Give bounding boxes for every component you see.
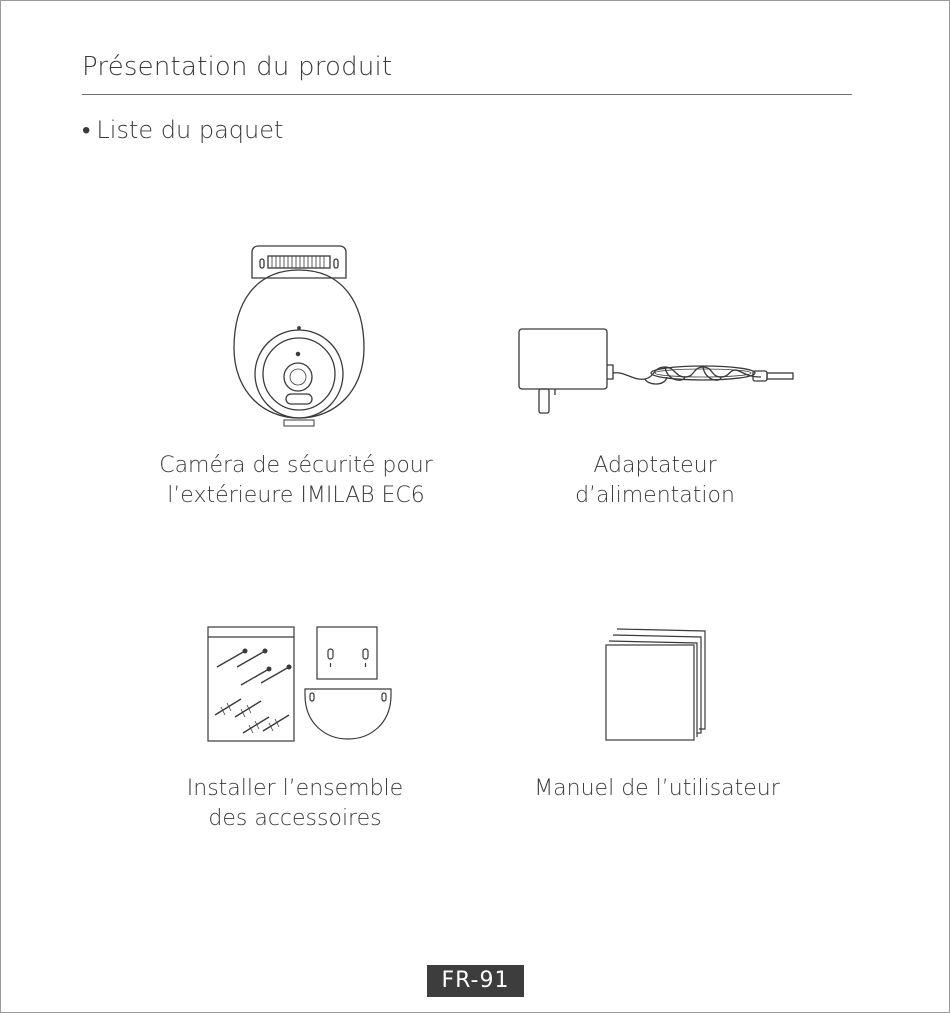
title-divider bbox=[82, 94, 852, 95]
package-list-heading bbox=[82, 116, 283, 145]
manual-caption-line1: Manuel de l’utilisateur bbox=[534, 776, 780, 801]
accessories-caption-line2: des accessoires bbox=[208, 806, 382, 831]
adapter-caption-line1: Adaptateur bbox=[593, 453, 717, 478]
camera-caption-line1: Caméra de sécurité pour bbox=[159, 453, 433, 478]
user-manual-icon bbox=[603, 625, 711, 745]
accessories-caption bbox=[160, 774, 430, 834]
page-number-badge: FR-91 bbox=[427, 965, 524, 997]
adapter-caption-line2: d’alimentation bbox=[575, 483, 735, 508]
bullet-marker: • bbox=[82, 116, 91, 144]
accessory-kit-icon bbox=[205, 623, 395, 745]
security-camera-icon bbox=[228, 240, 370, 435]
accessories-caption-line1: Installer l’ensemble bbox=[186, 776, 404, 801]
package-list-label: Liste du paquet bbox=[96, 116, 284, 144]
section-title: Présentation du produit bbox=[82, 52, 393, 82]
power-adapter-icon bbox=[515, 325, 797, 420]
manual-caption bbox=[510, 774, 804, 804]
camera-caption bbox=[146, 451, 446, 511]
camera-caption-line2: l’extérieure IMILAB EC6 bbox=[167, 483, 425, 508]
adapter-caption bbox=[530, 451, 780, 511]
